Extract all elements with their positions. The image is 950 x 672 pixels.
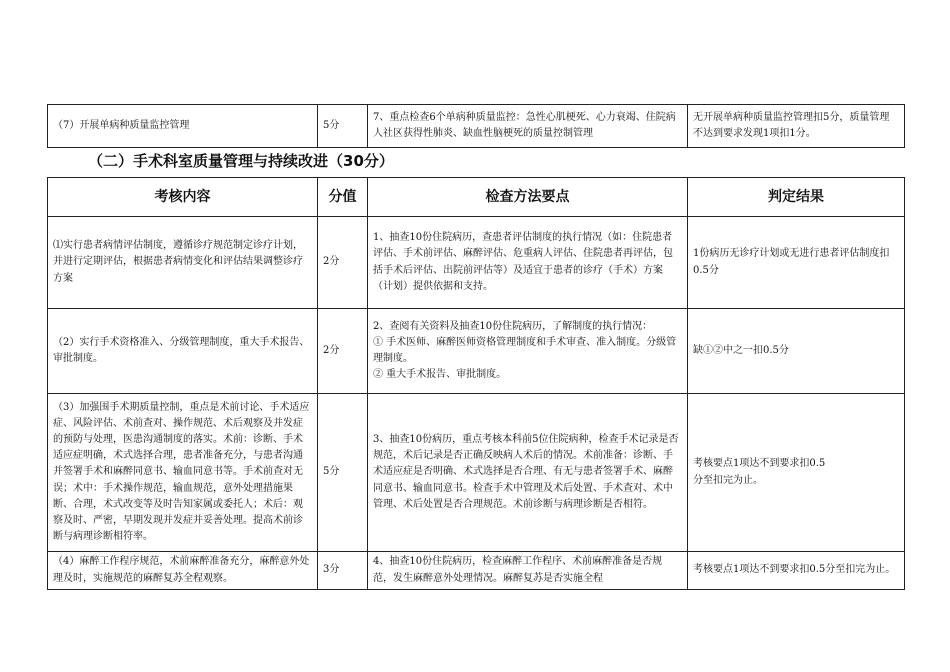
method-line: ② 重大手术报告、审批制度。 bbox=[373, 369, 507, 381]
score-cell: 2分 bbox=[318, 217, 368, 309]
result-cell: 缺①②中之一扣0.5分 bbox=[688, 309, 905, 394]
method-line: 2、查阅有关资料及抽查10份住院病历，了解制度的执行情况： bbox=[373, 320, 653, 332]
table-row bbox=[48, 394, 905, 552]
result-cell: 1份病历无诊疗计划或无进行患者评估制度扣0.5分 bbox=[688, 217, 905, 309]
table-row bbox=[48, 552, 905, 590]
result-cell: 无开展单病种质量监控管理扣5分，质量管理不达到要求发现1项扣1分。 bbox=[688, 105, 905, 148]
table-row bbox=[48, 217, 905, 309]
item-cell: （3）加强围手术期质量控制，重点是术前讨论、手术适应症、风险评估、术前查对、操作规范、术后观察及并发症的预防与处理，医患沟通制度的落实。术前：诊断、手术适应症明确，术式选择合理，患者准备充分，与患者沟通并签署手术和麻醉同意书、输血同意书等。手术前查对无误；术中：手术操作规范，输血规范，意外处理措施果断、合理，术式改变等及时告知家属或委托人；术后：观察及时、严密，早期发现并发症并妥善处理。提高术前诊断与病理诊断相符率。 bbox=[48, 394, 318, 552]
item-cell: （7）开展单病种质量监控管理 bbox=[48, 105, 318, 148]
result-cell: 考核要点1项达不到要求扣0.5分至扣完为止。 bbox=[688, 552, 905, 590]
table-row bbox=[48, 309, 905, 394]
table-row bbox=[48, 105, 905, 148]
score-cell: 5分 bbox=[318, 105, 368, 148]
score-cell: 3分 bbox=[318, 552, 368, 590]
method-line: ① 手术医师、麻醉医师资格管理制度和手术审查、准入制度。分级管理制度。 bbox=[373, 336, 677, 364]
method-cell: 4、抽查10份住院病历，检查麻醉工作程序、术前麻醉准备是否规范，发生麻醉意外处理情况。麻醉复苏是否实施全程 bbox=[368, 552, 688, 590]
result-cell: 考核要点1项达不到要求扣0.5 分至扣完为止。 bbox=[688, 394, 905, 552]
score-cell: 2分 bbox=[318, 309, 368, 394]
header-score: 分值 bbox=[318, 178, 368, 217]
header-method: 检查方法要点 bbox=[368, 178, 688, 217]
item-cell: ⑴实行患者病情评估制度，遵循诊疗规范制定诊疗计划，并进行定期评估，根据患者病情变化和评估结果调整诊疗方案 bbox=[48, 217, 318, 309]
header-row bbox=[48, 178, 905, 217]
method-cell: 7、重点检查6个单病种质量监控：急性心肌梗死、心力衰竭、住院病人社区获得性肺炎、缺血性脑梗死的质量控制管理 bbox=[368, 105, 688, 148]
assessment-table bbox=[47, 177, 905, 590]
item-cell: （4）麻醉工作程序规范，术前麻醉准备充分，麻醉意外处理及时，实施规范的麻醉复苏全程观察。 bbox=[48, 552, 318, 590]
score-cell: 5分 bbox=[318, 394, 368, 552]
method-cell bbox=[368, 309, 688, 394]
section-title: （二）手术科室质量管理与持续改进（30分） bbox=[88, 152, 394, 170]
header-result: 判定结果 bbox=[688, 178, 905, 217]
method-cell: 1、抽查10份住院病历，查患者评估制度的执行情况（如：住院患者评估、手术前评估、麻醉评估、危重病人评估、住院患者再评估，包括手术后评估、出院前评估等）及适宜于患者的诊疗（手术）方案（计划）提供依据和支持。 bbox=[368, 217, 688, 309]
item-cell: （2）实行手术资格准入、分级管理制度，重大手术报告、审批制度。 bbox=[48, 309, 318, 394]
header-item: 考核内容 bbox=[48, 178, 318, 217]
method-cell: 3、抽查10份病历，重点考核本科前5位住院病种，检查手术记录是否规范，术后记录是否正确反映病人术后的情况。术前准备：诊断、手术适应症是否明确、术式选择是否合理、有无与患者签署手术、麻醉同意书、输血同意书。检查手术中管理及术后处置、手术查对、术中管理、术后处置是否合理规范。术前诊断与病理诊断是否相符。 bbox=[368, 394, 688, 552]
previous-section-table bbox=[47, 104, 905, 148]
